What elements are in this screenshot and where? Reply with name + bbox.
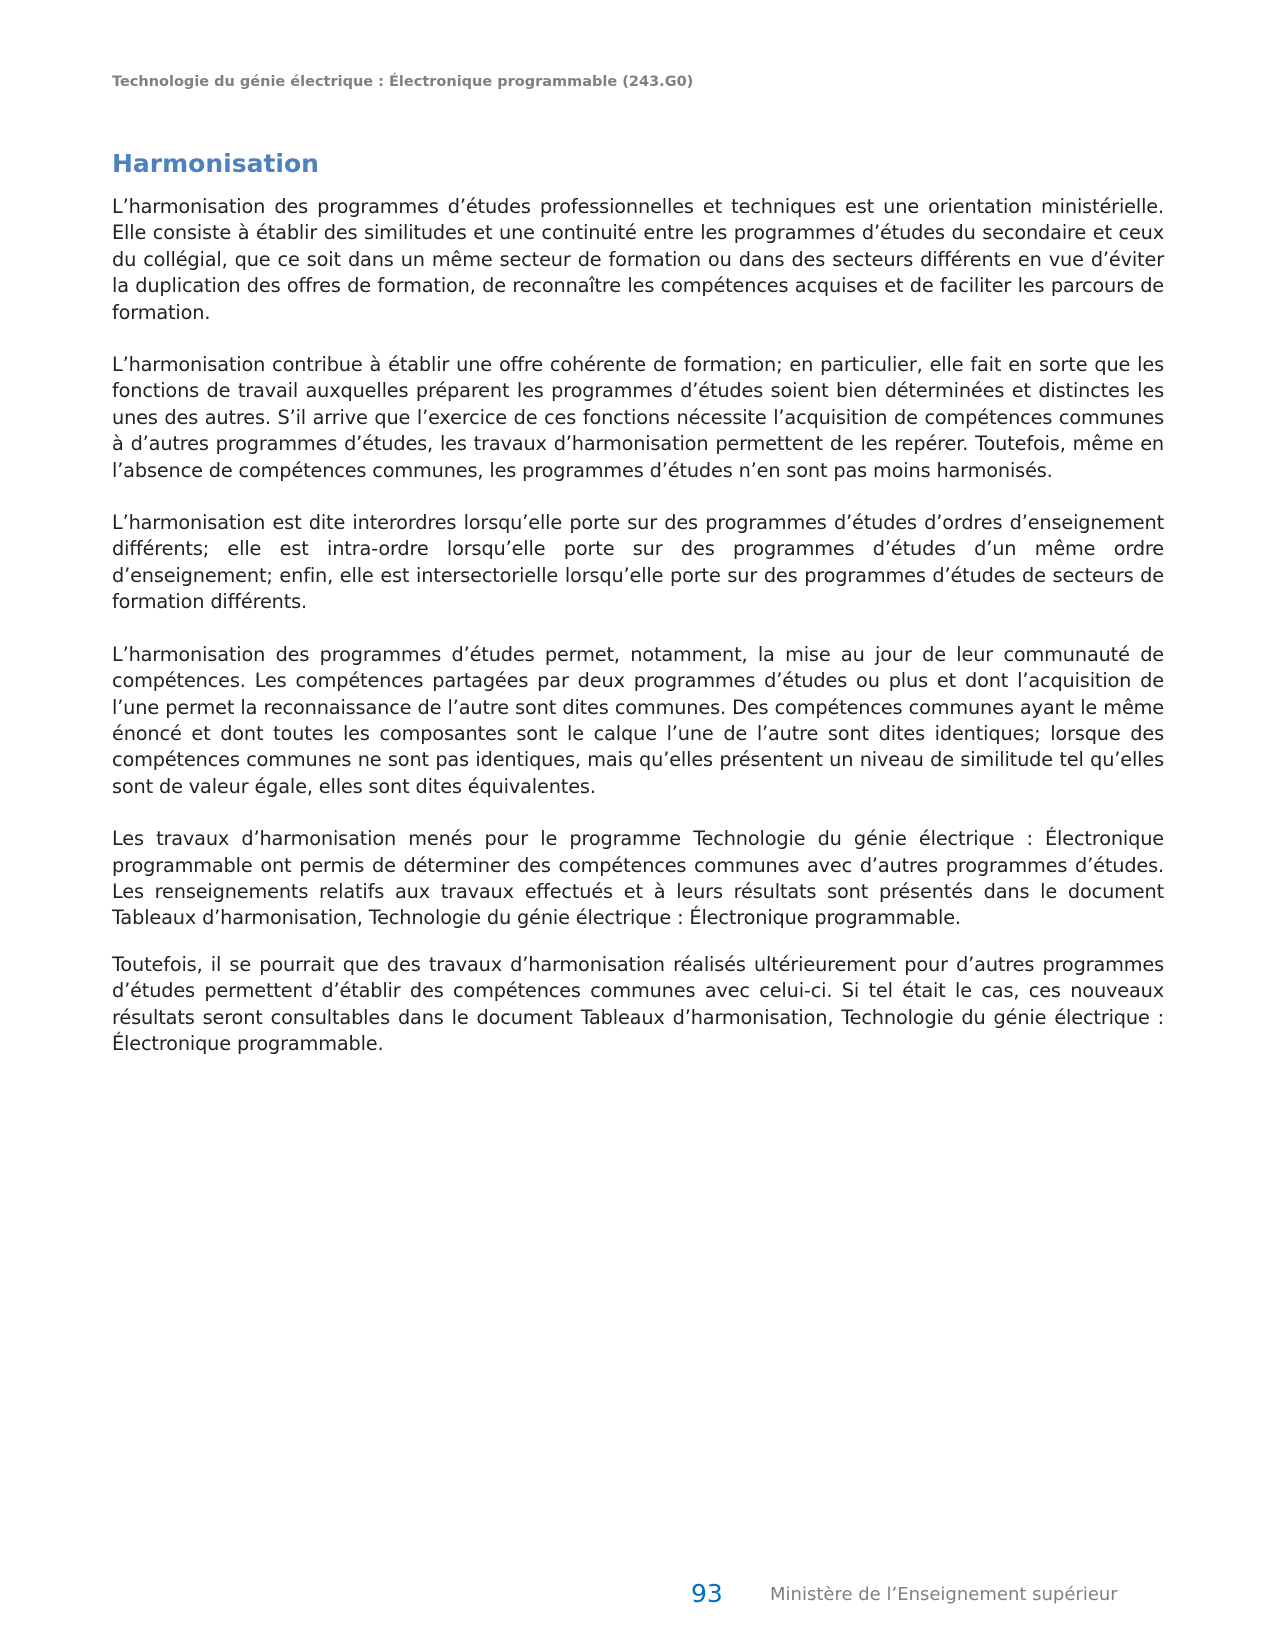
running-header: Technologie du génie électrique : Électronique programmable (243.G0) [112, 74, 694, 90]
paragraph: L’harmonisation est dite interordres lorsqu’elle porte sur des programmes d’études d’ordres d’enseignement différents; elle est intra-ordre lorsqu’elle porte sur des programmes d’études d’un même ordre d’enseignement; enfin, elle est intersectorielle lorsqu’elle porte sur des programmes d’études de secteurs de formation différents. [112, 511, 1164, 614]
page-number: 93 [691, 1579, 723, 1608]
footer-publisher: Ministère de l’Enseignement supérieur [770, 1584, 1118, 1605]
section-body [112, 194, 1164, 1083]
paragraph: L’harmonisation des programmes d’études permet, notamment, la mise au jour de leur communauté de compétences. Les compétences partagées par deux programmes d’études ou plus et dont l’acquisition de l’une permet la reconnaissance de l’autre sont dites communes. Des compétences communes ayant le même énoncé et dont toutes les composantes sont le calque l’une de l’autre sont dites identiques; lorsque des compétences communes ne sont pas identiques, mais qu’elles présentent un niveau de similitude tel qu’elles sont de valeur égale, elles sont dites équivalentes. [112, 642, 1164, 798]
paragraph: Toutefois, il se pourrait que des travaux d’harmonisation réalisés ultérieurement pour d’autres programmes d’études permettent d’établir des compétences communes avec celui-ci. Si tel était le cas, ces nouveaux résultats seront consultables dans le document Tableaux d’harmonisation, Technologie du génie électrique : Électronique programmable. [112, 952, 1164, 1055]
paragraph: L’harmonisation des programmes d’études professionnelles et techniques est une orientation ministérielle. Elle consiste à établir des similitudes et une continuité entre les programmes d’études du secondaire et ceux du collégial, que ce soit dans un même secteur de formation ou dans des secteurs différents en vue d’éviter la duplication des offres de formation, de reconnaître les compétences acquises et de faciliter les parcours de formation. [112, 195, 1164, 324]
paragraph: L’harmonisation contribue à établir une offre cohérente de formation; en particulier, elle fait en sorte que les fonctions de travail auxquelles préparent les programmes d’études soient bien déterminées et distinctes les unes des autres. S’il arrive que l’exercice de ces fonctions nécessite l’acquisition de compétences communes à d’autres programmes d’études, les travaux d’harmonisation permettent de les repérer. Toutefois, même en l’absence de compétences communes, les programmes d’études n’en sont pas moins harmonisés. [112, 353, 1164, 482]
paragraph: Les travaux d’harmonisation menés pour le programme Technologie du génie électrique : Électronique programmable ont permis de déterminer des compétences communes avec d’autres programmes d’études. Les renseignements relatifs aux travaux effectués et à leurs résultats sont présentés dans le document Tableaux d’harmonisation, Technologie du génie électrique : Électronique programmable. [112, 827, 1164, 930]
section-title: Harmonisation [112, 149, 319, 178]
